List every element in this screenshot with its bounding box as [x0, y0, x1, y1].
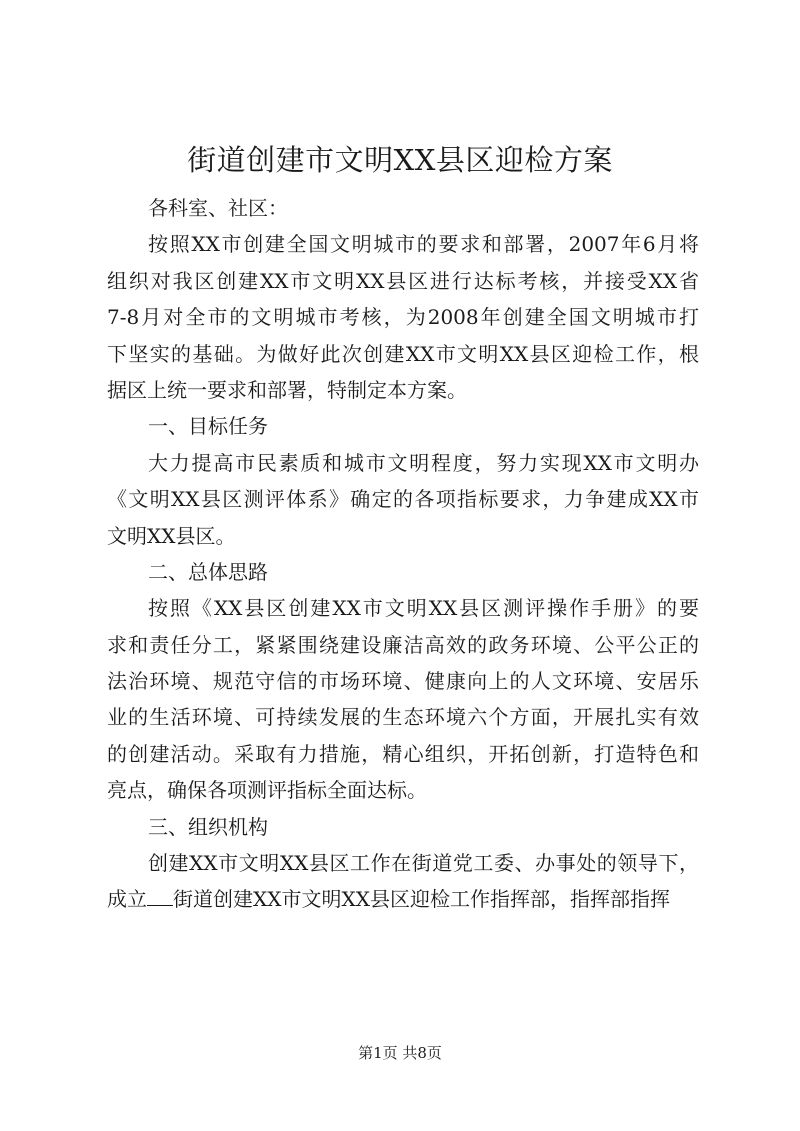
paragraph-line: 《文明XX县区测评体系》确定的各项指标要求，力争建成XX市: [107, 487, 699, 512]
paragraph-line: 大力提高市民素质和城市文明程度，努力实现XX市文明办: [148, 450, 699, 475]
paragraph-line-end: 街道创建XX市文明XX县区迎检工作指挥部，指挥部指挥: [173, 887, 670, 912]
fill-in-blank: [147, 889, 173, 906]
section-heading: 一、目标任务: [148, 414, 268, 439]
paragraph-line: 组织对我区创建XX市文明XX县区进行达标考核，并接受XX省: [107, 268, 699, 293]
paragraph-line: 创建XX市文明XX县区工作在街道党工委、办事处的领导下，: [148, 851, 699, 876]
document-body: [107, 190, 699, 918]
page-footer: 第1页 共8页: [358, 1044, 442, 1062]
paragraph-line: 文明XX县区。: [107, 523, 236, 548]
section-heading: 二、总体思路: [148, 559, 268, 584]
paragraph-line-start: 成立: [107, 887, 147, 912]
section-heading: 三、组织机构: [148, 814, 268, 839]
paragraph-line: 按照XX市创建全国文明城市的要求和部署，2007年6月将: [148, 232, 699, 257]
paragraph-line: 按照《XX县区创建XX市文明XX县区测评操作手册》的要: [148, 596, 699, 621]
paragraph-line: 法治环境、规范守信的市场环境、健康向上的人文环境、安居乐: [107, 669, 699, 694]
salutation-line: 各科室、社区：: [148, 196, 288, 220]
paragraph-line: 业的生活环境、可持续发展的生态环境六个方面，开展扎实有效: [107, 705, 699, 730]
paragraph-line: [107, 881, 699, 917]
paragraph-line: 亮点，确保各项测评指标全面达标。: [107, 778, 427, 803]
paragraph-line: 求和责任分工，紧紧围绕建设廉洁高效的政务环境、公平公正的: [107, 632, 699, 657]
document-title: 街道创建市文明XX县区迎检方案: [187, 143, 613, 177]
paragraph-line: 7-8月对全市的文明城市考核，为2008年创建全国文明城市打: [107, 305, 699, 330]
paragraph-line: 下坚实的基础。为做好此次创建XX市文明XX县区迎检工作，根: [107, 341, 699, 366]
paragraph-line: 的创建活动。采取有力措施，精心组织，开拓创新，打造特色和: [107, 741, 699, 766]
paragraph-line: 据区上统一要求和部署，特制定本方案。: [107, 377, 467, 402]
